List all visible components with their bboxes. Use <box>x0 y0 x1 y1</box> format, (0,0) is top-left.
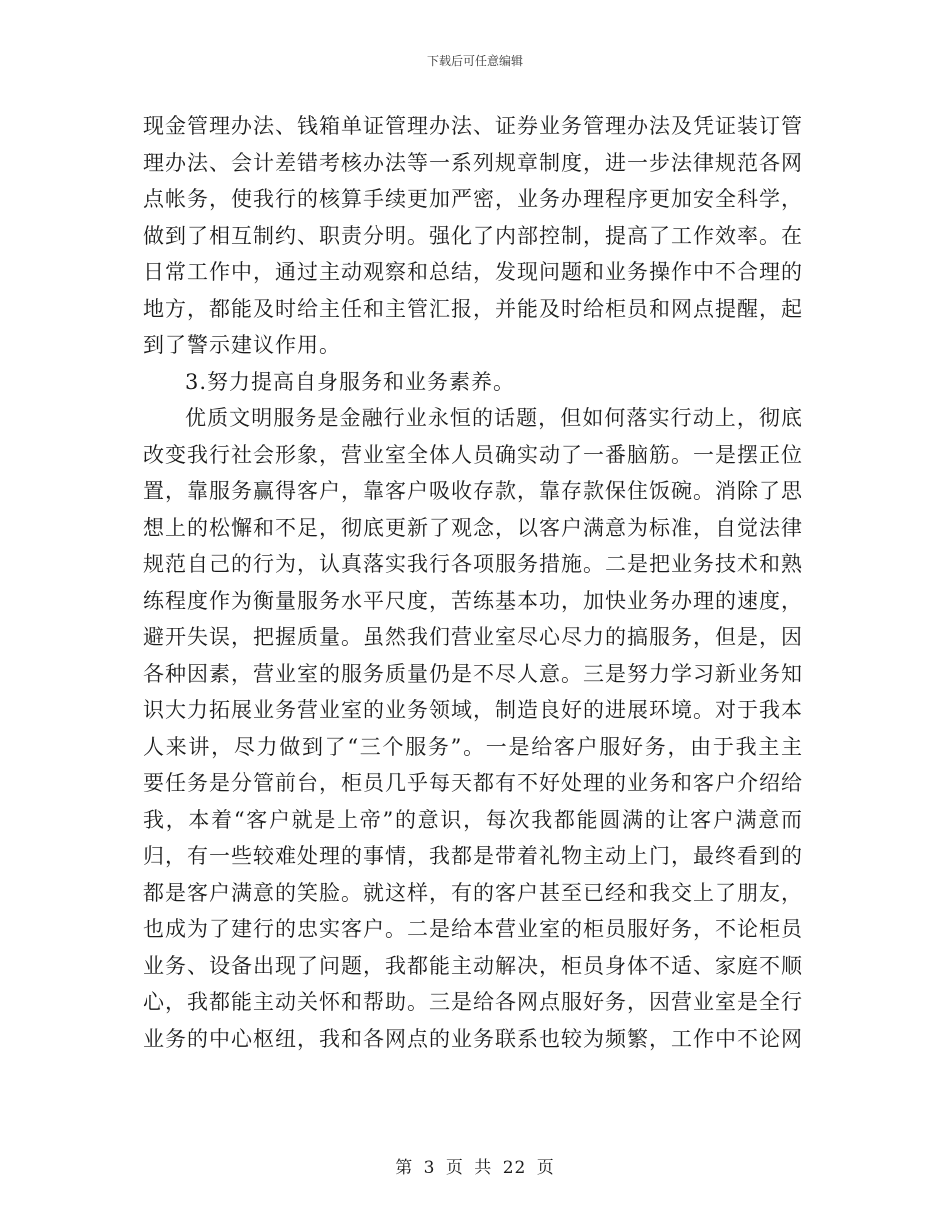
section-heading: 3.努力提高自身服务和业务素养。 <box>185 369 516 394</box>
footer-label-total-unit: 页 <box>536 1158 555 1178</box>
page-footer <box>0 1153 950 1178</box>
page-header-note: 下载后可任意编辑 <box>426 54 523 68</box>
footer-current-page: 3 <box>423 1158 436 1178</box>
paragraph-continuation: 现金管理办法、钱箱单证管理办法、证券业务管理办法及凭证装订管理办法、会计差错考核办法等一系列规章制度，进一步法律规范各网点帐务，使我行的核算手续更加严密，业务办理程序更加安全科学，做到了相互制约、职责分明。强化了内部控制，提高了工作效率。在日常工作中，通过主动观察和总结，发现问题和业务操作中不合理的地方，都能及时给主任和主管汇报，并能及时给柜员和网点提醒，起到了警示建议作用。 <box>143 114 803 357</box>
paragraph-service: 优质文明服务是金融行业永恒的话题，但如何落实行动上，彻底改变我行社会形象，营业室全体人员确实动了一番脑筋。一是摆正位置，靠服务赢得客户，靠客户吸收存款，靠存款保住饭碗。消除了思想上的松懈和不足，彻底更新了观念，以客户满意为标准，自觉法律规范自己的行为，认真落实我行各项服务措施。二是把业务技术和熟练程度作为衡量服务水平尺度，苦练基本功，加快业务办理的速度，避开失误，把握质量。虽然我们营业室尽心尽力的搞服务，但是，因各种因素，营业室的服务质量仍是不尽人意。三是努力学习新业务知识大力拓展业务营业室的业务领域，制造良好的进展环境。对于我本人来讲，尽力做到了“三个服务”。一是给客户服好务，由于我主主要任务是分管前台，柜员几乎每天都有不好处理的业务和客户介绍给我，本着“客户就是上帝”的意识，每次我都能圆满的让客户满意而归，有一些较难处理的事情，我都是带着礼物主动上门，最终看到的都是客户满意的笑脸。就这样，有的客户甚至已经和我交上了朋友，也成为了建行的忠实客户。二是给本营业室的柜员服好务，不论柜员业务、设备出现了问题，我都能主动解决，柜员身体不适、家庭不顺心，我都能主动关怀和帮助。三是给各网点服好务，因营业室是全行业务的中心枢纽，我和各网点的业务联系也较为频繁，工作中不论网 <box>143 406 803 1051</box>
footer-total-pages: 22 <box>502 1158 527 1178</box>
footer-label-total: 共 <box>474 1158 493 1178</box>
footer-label-page-unit: 页 <box>445 1158 464 1178</box>
document-body <box>143 108 803 1057</box>
footer-label-page: 第 <box>395 1158 414 1178</box>
